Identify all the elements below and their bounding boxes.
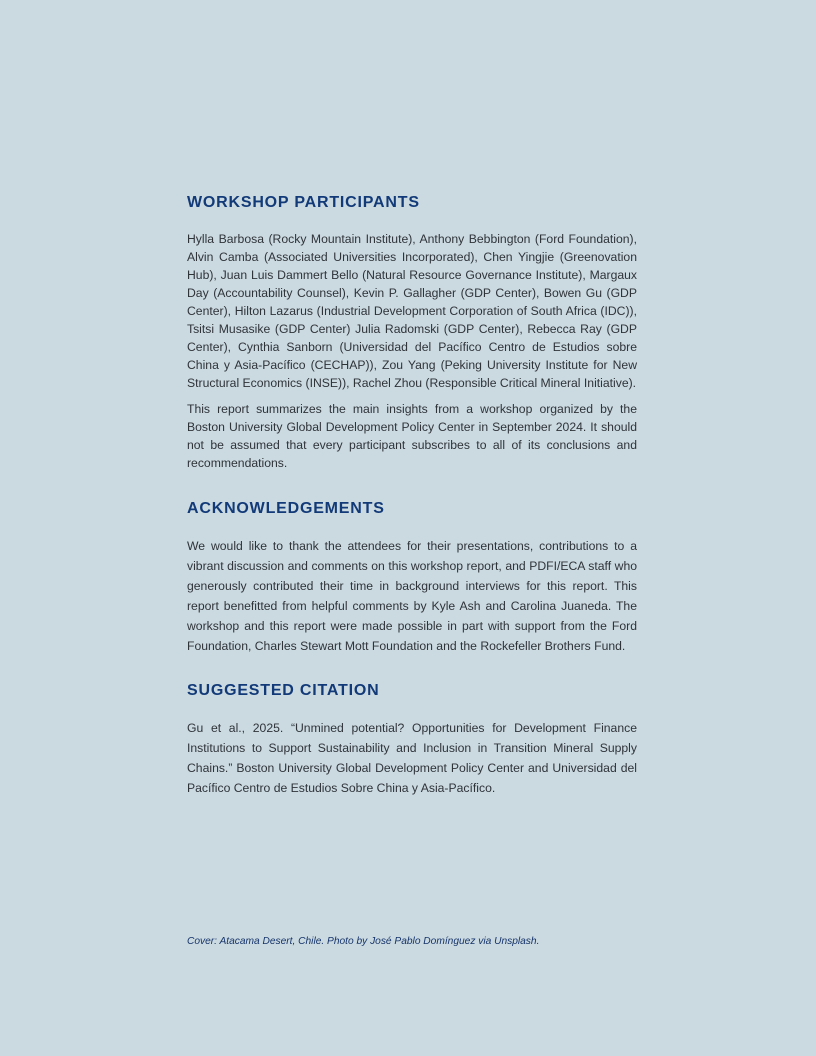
acknowledgements-heading: ACKNOWLEDGEMENTS [187, 500, 385, 517]
workshop-summary-paragraph: This report summarizes the main insights from a workshop organized by the Boston University Global Development Policy Center in September 2024. It should not be assumed that every participant subscribes to all of its conclusions and recommendations. [187, 402, 637, 470]
suggested-citation-paragraph: Gu et al., 2025. “Unmined potential? Opportunities for Development Finance Institutions to Support Sustainability and Inclusion in Transition Mineral Supply Chains.” Boston University Global Development Policy Center and Universidad del Pacífico Centro de Estudios Sobre China y Asia-Pacífico. [187, 721, 637, 795]
cover-photo-caption: Cover: Atacama Desert, Chile. Photo by José Pablo Domínguez via Unsplash. [187, 936, 540, 947]
suggested-citation-heading: SUGGESTED CITATION [187, 682, 380, 699]
workshop-participants-heading: WORKSHOP PARTICIPANTS [187, 194, 420, 211]
acknowledgements-paragraph: We would like to thank the attendees for their presentations, contributions to a vibrant discussion and comments on this workshop report, and PDFI/ECA staff who generously contributed their time in background interviews for this report. This report benefitted from helpful comments by Kyle Ash and Carolina Juaneda. The workshop and this report were made possible in part with support from the Ford Foundation, Charles Stewart Mott Foundation and the Rockefeller Brothers Fund. [187, 539, 637, 653]
page-content [187, 193, 637, 798]
workshop-participants-list: Hylla Barbosa (Rocky Mountain Institute), Anthony Bebbington (Ford Foundation), Alvin Camba (Associated Universities Incorporated), Chen Yingjie (Greenovation Hub), Juan Luis Dammert Bello (Natural Resource Governance Institute), Margaux Day (Accountability Counsel), Kevin P. Gallagher (GDP Center), Bowen Gu (GDP Center), Hilton Lazarus (Industrial Development Corporation of South Africa (IDC)), Tsitsi Musasike (GDP Center) Julia Radomski (GDP Center), Rebecca Ray (GDP Center), Cynthia Sanborn (Universidad del Pacífico Centro de Estudios sobre China y Asia-Pacífico (CECHAP)), Zou Yang (Peking University Institute for New Structural Economics (INSE)), Rachel Zhou (Responsible Critical Mineral Initiative). [187, 232, 637, 390]
